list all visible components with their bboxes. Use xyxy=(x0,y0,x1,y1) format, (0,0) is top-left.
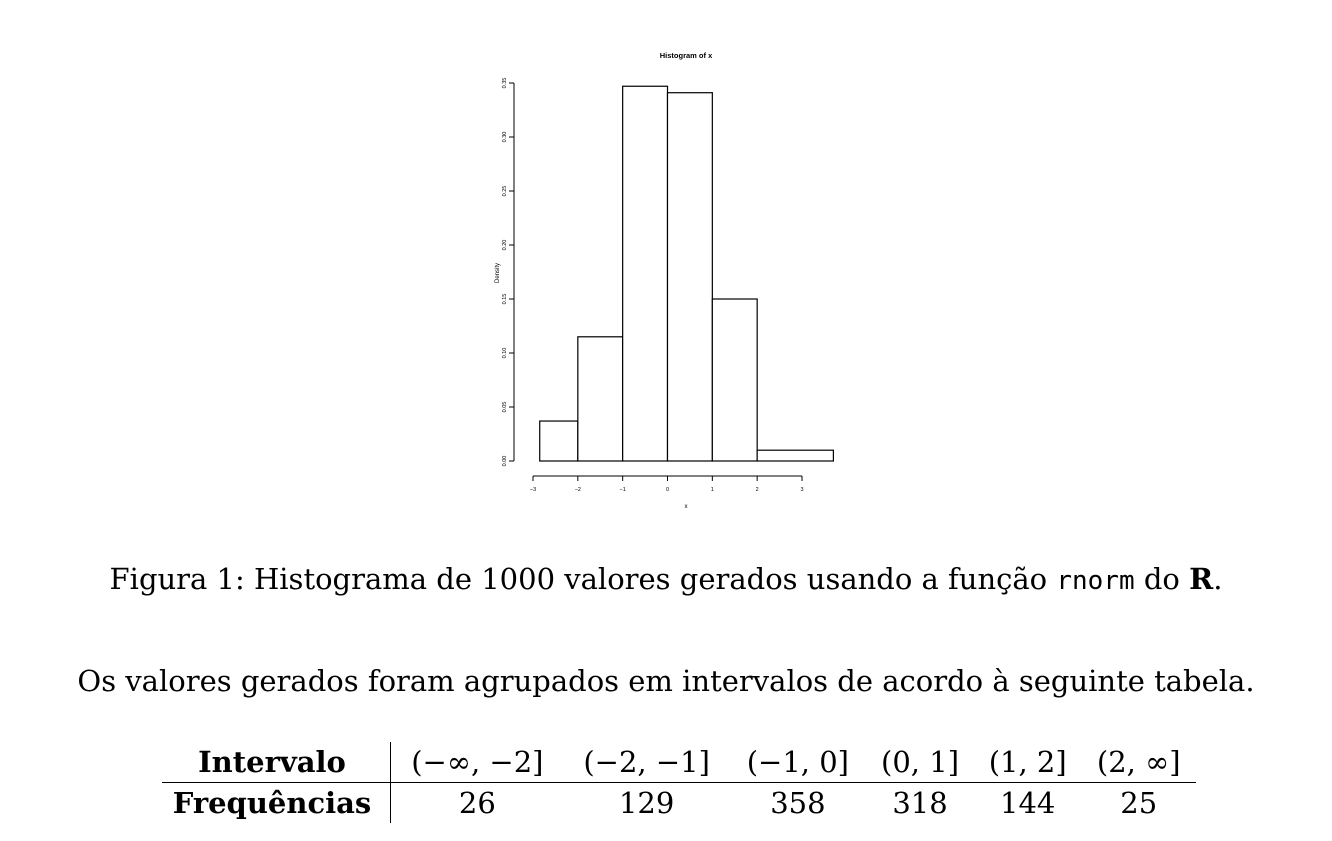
x-tick-label: −2 xyxy=(574,487,581,493)
y-tick-label: 0.35 xyxy=(502,77,508,89)
caption-code: rnorm xyxy=(1056,566,1135,596)
x-tick-label: 3 xyxy=(800,487,804,493)
frequency-cell: 25 xyxy=(1120,786,1158,820)
y-tick-label: 0.20 xyxy=(502,239,508,251)
interval-cell: (−∞, −2] xyxy=(391,742,564,783)
body-paragraph: Os valores gerados foram agrupados em intervalos de acordo à seguinte tabela. xyxy=(77,664,1255,698)
y-tick-label: 0.10 xyxy=(502,347,508,359)
caption-suffix: . xyxy=(1213,562,1223,596)
y-axis-label: Density xyxy=(495,262,501,284)
x-tick-label: −3 xyxy=(529,487,537,493)
x-axis-label: x xyxy=(684,504,688,510)
header-intervalo: Intervalo xyxy=(162,742,391,783)
histogram-bar xyxy=(578,337,623,461)
caption-prefix: Figura 1: Histograma de 1000 valores gerados usando a função xyxy=(109,562,1057,596)
figure-caption xyxy=(0,562,1332,596)
histogram-bar xyxy=(540,421,578,461)
histogram-bar xyxy=(757,450,833,461)
y-tick-label: 0.05 xyxy=(502,401,508,413)
x-tick-label: 1 xyxy=(710,487,714,493)
interval-cell: (2, ∞] xyxy=(1082,742,1197,783)
histogram-bar xyxy=(668,93,713,461)
interval-cell: (0, 1] xyxy=(866,742,974,783)
x-axis xyxy=(530,476,804,493)
histogram-bar xyxy=(623,86,668,461)
table-row-frequencies xyxy=(162,783,1196,824)
histogram-bar xyxy=(712,299,757,461)
chart-title: Histogram of x xyxy=(659,51,713,60)
frequency-cell: 318 xyxy=(892,786,948,820)
y-tick-label: 0.30 xyxy=(502,131,508,143)
x-tick-label: 2 xyxy=(755,487,759,493)
x-tick-label: 0 xyxy=(665,487,670,493)
caption-bold: R xyxy=(1189,562,1214,596)
y-tick-label: 0.15 xyxy=(502,293,508,305)
interval-cell: (1, 2] xyxy=(974,742,1082,783)
histogram-bars xyxy=(540,86,834,461)
y-tick-label: 0.25 xyxy=(502,185,508,197)
caption-middle: do xyxy=(1134,562,1190,596)
frequency-cell: 358 xyxy=(770,786,826,820)
interval-cell: (−1, 0] xyxy=(730,742,867,783)
frequency-cell: 26 xyxy=(458,786,496,820)
x-tick-label: −1 xyxy=(619,487,626,493)
header-frequencias: Frequências xyxy=(162,783,391,824)
frequency-table xyxy=(162,742,1196,823)
y-tick-label: 0.00 xyxy=(502,455,508,467)
interval-cell: (−2, −1] xyxy=(564,742,730,783)
frequency-cell: 144 xyxy=(1000,786,1056,820)
table-row-intervals xyxy=(162,742,1196,783)
y-axis xyxy=(502,78,514,467)
frequency-cell: 129 xyxy=(618,786,675,820)
